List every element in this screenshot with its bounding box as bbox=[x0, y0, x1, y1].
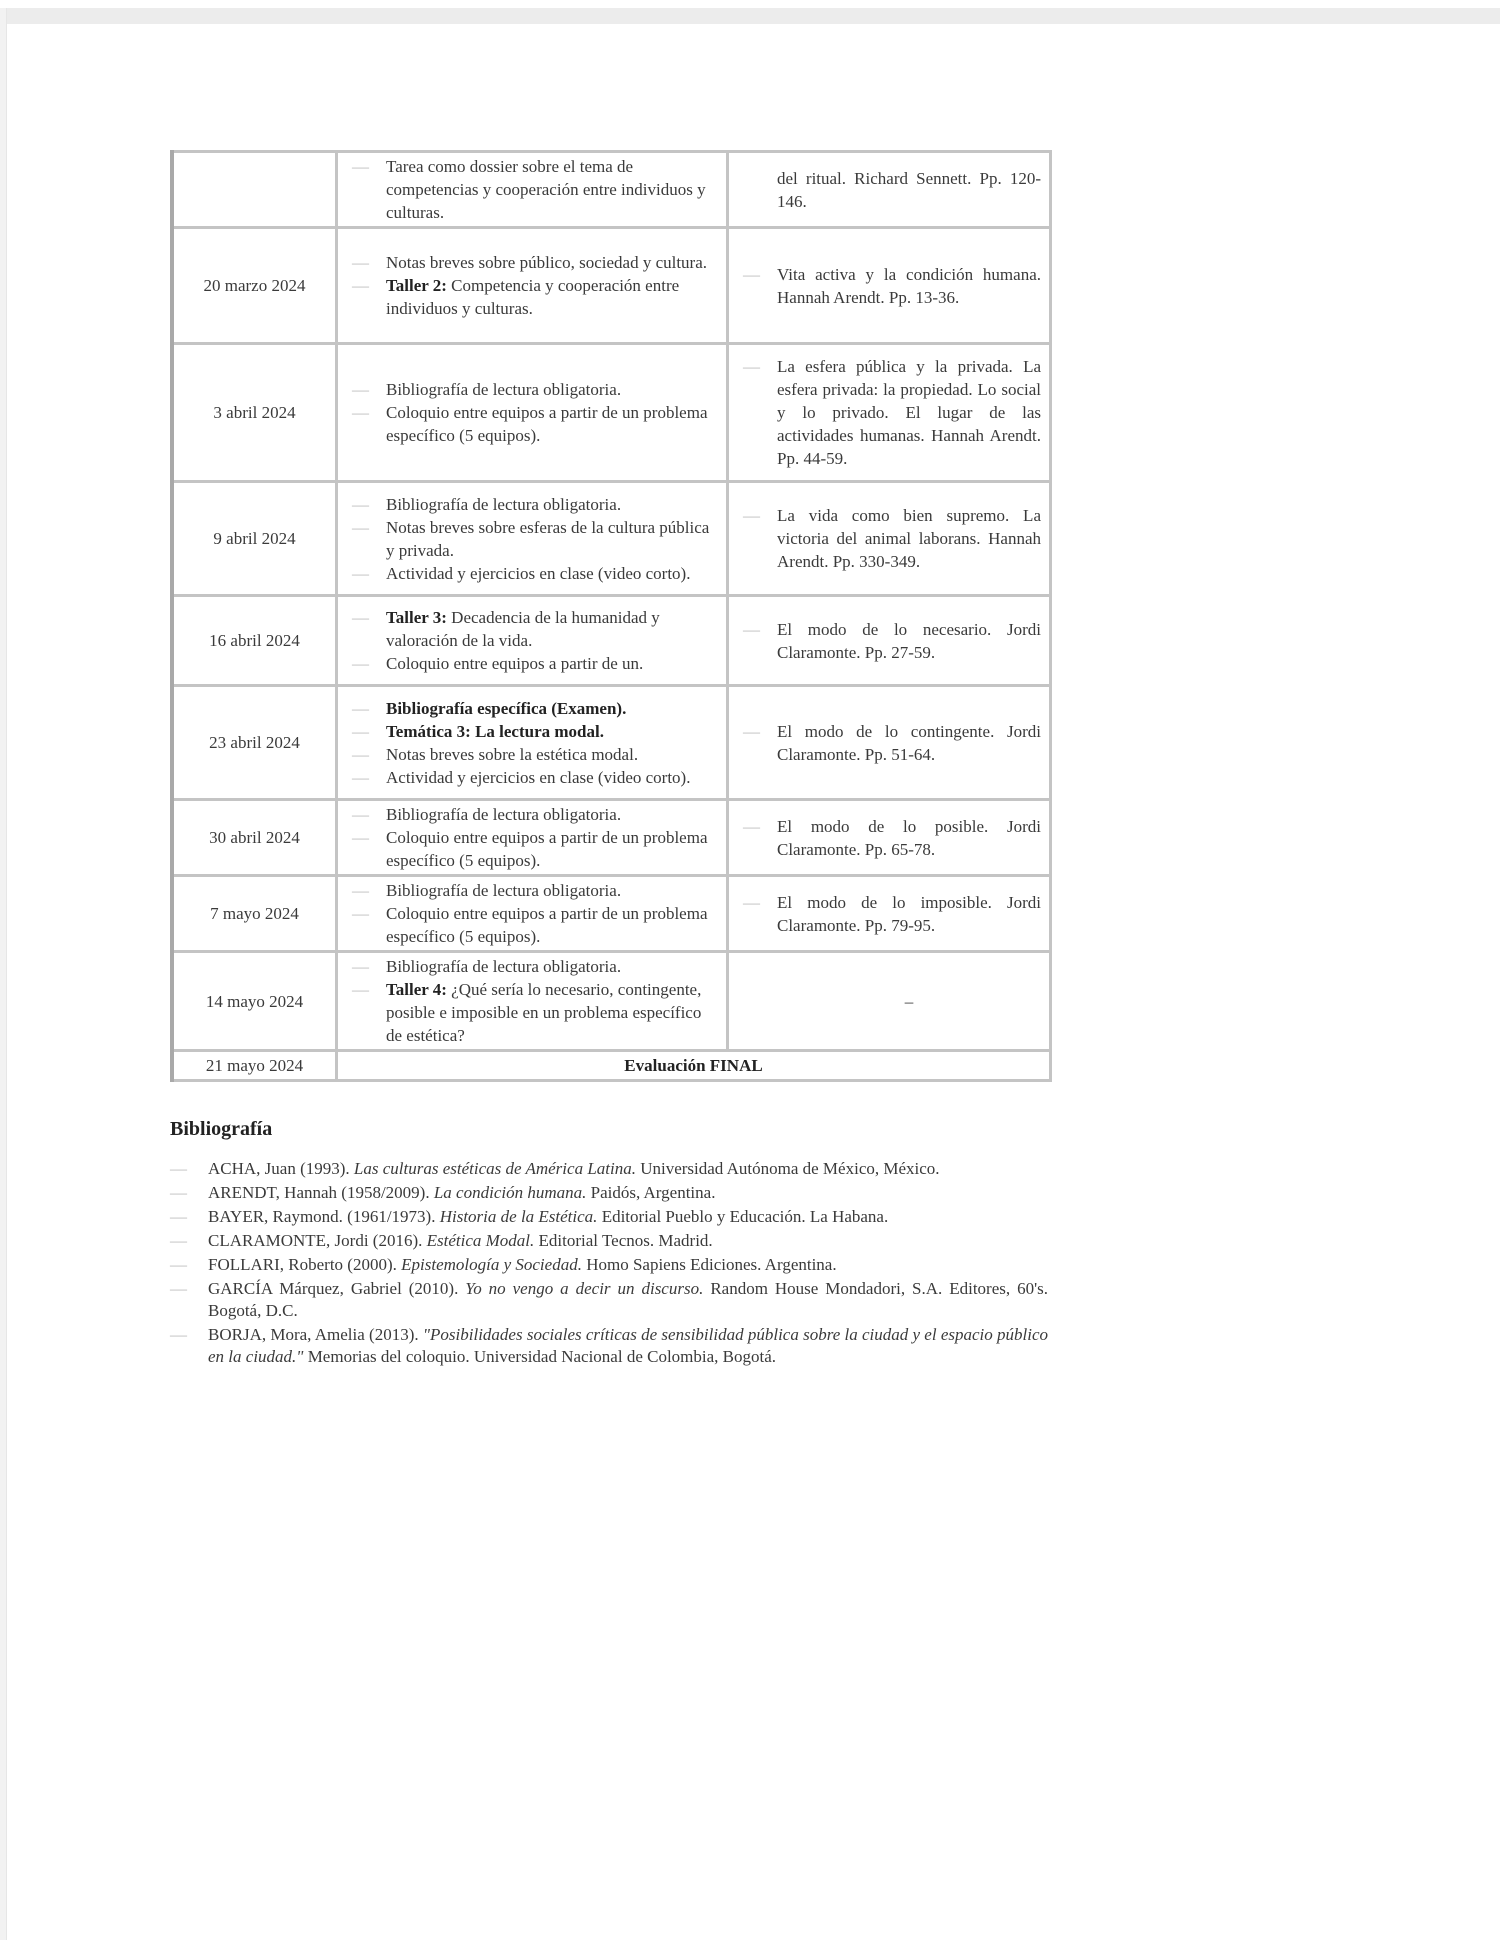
activity-text: Decadencia de la humanidad y valoración de la vida. bbox=[386, 608, 660, 650]
activity-item bbox=[346, 766, 718, 789]
session-activities bbox=[337, 228, 728, 344]
entry-title: Las culturas estéticas de América Latina. bbox=[353, 1159, 636, 1178]
entry-title: "Posibilidades sociales críticas de sensibilidad pública sobre la ciudad y el espacio público en la ciudad." bbox=[208, 1325, 1049, 1366]
session-readings bbox=[728, 952, 1051, 1051]
entry-author: GARCÍA Márquez, Gabriel (2010). bbox=[208, 1279, 459, 1298]
activity-text: Bibliografía de lectura obligatoria. bbox=[386, 805, 622, 824]
session-readings bbox=[728, 482, 1051, 596]
session-activities bbox=[337, 686, 728, 800]
entry-author: BAYER, Raymond. (1961/1973). bbox=[208, 1207, 436, 1226]
entry-author: CLARAMONTE, Jordi (2016). bbox=[208, 1231, 423, 1250]
session-date: 23 abril 2024 bbox=[172, 686, 337, 800]
entry-title: Epistemología y Sociedad. bbox=[401, 1255, 582, 1274]
entry-publisher: Paidós, Argentina. bbox=[590, 1183, 716, 1202]
viewer-left-edge bbox=[0, 8, 7, 1940]
activity-item bbox=[346, 274, 718, 320]
session-date: 7 mayo 2024 bbox=[172, 876, 337, 952]
activity-label: Temática 3: La lectura modal. bbox=[386, 721, 604, 741]
viewer-top-bar bbox=[0, 8, 1500, 24]
activity-text: Notas breves sobre la estética modal. bbox=[386, 744, 639, 764]
schedule-row bbox=[172, 596, 1051, 686]
schedule-row bbox=[172, 152, 1051, 228]
session-activities bbox=[337, 876, 728, 952]
activity-text: Bibliografía de lectura obligatoria. bbox=[386, 494, 622, 514]
session-date: 20 marzo 2024 bbox=[172, 228, 337, 344]
session-date: 14 mayo 2024 bbox=[172, 952, 337, 1051]
activity-label: Taller 3: bbox=[386, 608, 447, 627]
activity-item bbox=[346, 378, 718, 401]
bibliography-heading: Bibliografía bbox=[170, 1118, 273, 1140]
activity-text: Notas breves sobre público, sociedad y cultura. bbox=[386, 253, 708, 272]
session-readings bbox=[728, 152, 1051, 228]
session-readings bbox=[728, 344, 1051, 482]
session-date: 3 abril 2024 bbox=[172, 344, 337, 482]
session-readings bbox=[728, 800, 1051, 876]
session-activities bbox=[337, 152, 728, 228]
activity-label: Taller 4: bbox=[386, 980, 447, 999]
activity-item bbox=[346, 978, 718, 1047]
session-readings bbox=[728, 228, 1051, 344]
session-date bbox=[172, 152, 337, 228]
entry-publisher: Random House Mondadori, S.A. Editores, 60's. Bogotá, D.C. bbox=[208, 1279, 1049, 1320]
activity-text: Coloquio entre equipos a partir de un problema específico (5 equipos). bbox=[386, 828, 708, 870]
activity-item bbox=[346, 803, 718, 826]
schedule-row bbox=[172, 876, 1051, 952]
session-activities bbox=[337, 952, 728, 1051]
reading-item: — La esfera pública y la privada. La esfera privada: la propiedad. Lo social y lo privado. El lugar de las actividades humanas. Hannah Arendt. Pp. 44-59. bbox=[737, 355, 1041, 470]
activity-text: Competencia y cooperación entre individuos y culturas. bbox=[386, 276, 680, 318]
reading-item: — El modo de lo contingente. Jordi Claramonte. Pp. 51-64. bbox=[737, 720, 1041, 766]
reading-item: — El modo de lo imposible. Jordi Claramonte. Pp. 79-95. bbox=[737, 891, 1041, 937]
session-activities bbox=[337, 482, 728, 596]
session-date: 21 mayo 2024 bbox=[172, 1051, 337, 1081]
activity-item bbox=[346, 652, 718, 675]
activity-text: Bibliografía de lectura obligatoria. bbox=[386, 957, 622, 976]
activity-item bbox=[346, 401, 718, 447]
activity-item bbox=[346, 720, 718, 743]
activity-text: Coloquio entre equipos a partir de un problema específico (5 equipos). bbox=[386, 904, 708, 946]
activity-item bbox=[346, 606, 718, 652]
bibliography-entry bbox=[170, 1182, 1048, 1204]
session-readings bbox=[728, 596, 1051, 686]
reading-item: — El modo de lo necesario. Jordi Claramonte. Pp. 27-59. bbox=[737, 618, 1041, 664]
bibliography-entry bbox=[170, 1278, 1048, 1322]
entry-publisher: Editorial Tecnos. Madrid. bbox=[538, 1231, 713, 1250]
activity-text: Bibliografía de lectura obligatoria. bbox=[386, 380, 622, 399]
activity-item bbox=[346, 516, 718, 562]
entry-author: ACHA, Juan (1993). bbox=[208, 1159, 350, 1178]
activity-item bbox=[346, 493, 718, 516]
final-evaluation: Evaluación FINAL bbox=[337, 1051, 1051, 1081]
entry-publisher: Editorial Pueblo y Educación. La Habana. bbox=[601, 1207, 889, 1226]
activity-text: Bibliografía de lectura obligatoria. bbox=[386, 881, 622, 900]
reading-item: — La vida como bien supremo. La victoria del animal laborans. Hannah Arendt. Pp. 330-349. bbox=[737, 504, 1041, 573]
activity-item bbox=[346, 743, 718, 766]
bibliography-entry bbox=[170, 1324, 1048, 1368]
entry-title: Estética Modal. bbox=[426, 1231, 535, 1250]
session-date: 9 abril 2024 bbox=[172, 482, 337, 596]
schedule-row bbox=[172, 344, 1051, 482]
bibliography-entry bbox=[170, 1158, 1048, 1180]
session-activities bbox=[337, 596, 728, 686]
reading-item: — Vita activa y la condición humana. Hannah Arendt. Pp. 13-36. bbox=[737, 263, 1041, 309]
activity-item bbox=[346, 902, 718, 948]
activity-text: Coloquio entre equipos a partir de un. bbox=[386, 654, 644, 673]
entry-publisher: Universidad Autónoma de México, México. bbox=[640, 1159, 940, 1178]
session-readings bbox=[728, 876, 1051, 952]
entry-author: BORJA, Mora, Amelia (2013). bbox=[208, 1325, 419, 1344]
activity-text: Actividad y ejercicios en clase (video corto). bbox=[386, 767, 691, 787]
schedule-row bbox=[172, 800, 1051, 876]
entry-author: ARENDT, Hannah (1958/2009). bbox=[208, 1183, 430, 1202]
bibliography-entry bbox=[170, 1230, 1048, 1252]
entry-title: Yo no vengo a decir un discurso. bbox=[465, 1279, 704, 1298]
schedule-table bbox=[170, 150, 1052, 1082]
activity-text: Actividad y ejercicios en clase (video corto). bbox=[386, 563, 691, 583]
bibliography-entry bbox=[170, 1206, 1048, 1228]
activity-text: ¿Qué sería lo necesario, contingente, posible e imposible en un problema específico de estética? bbox=[386, 980, 702, 1045]
activity-item bbox=[346, 251, 718, 274]
bibliography-list bbox=[170, 1158, 1048, 1370]
activity-text: Tarea como dossier sobre el tema de competencias y cooperación entre individuos y culturas. bbox=[386, 157, 706, 222]
activity-label: Bibliografía específica (Examen). bbox=[386, 698, 627, 718]
activity-item bbox=[346, 697, 718, 720]
schedule-row bbox=[172, 686, 1051, 800]
entry-author: FOLLARI, Roberto (2000). bbox=[208, 1255, 397, 1274]
activity-text: Notas breves sobre esferas de la cultura pública y privada. bbox=[386, 517, 710, 560]
activity-item bbox=[346, 879, 718, 902]
activity-item bbox=[346, 955, 718, 978]
session-date: 30 abril 2024 bbox=[172, 800, 337, 876]
activity-item bbox=[346, 826, 718, 872]
entry-publisher: Homo Sapiens Ediciones. Argentina. bbox=[586, 1255, 837, 1274]
reading-item: – bbox=[904, 991, 914, 1011]
activity-item bbox=[346, 155, 718, 224]
session-activities bbox=[337, 344, 728, 482]
activity-label: Taller 2: bbox=[386, 276, 447, 295]
entry-title: Historia de la Estética. bbox=[439, 1207, 598, 1226]
schedule-row bbox=[172, 228, 1051, 344]
entry-publisher: Memorias del coloquio. Universidad Nacional de Colombia, Bogotá. bbox=[307, 1347, 777, 1366]
schedule-row bbox=[172, 482, 1051, 596]
session-activities bbox=[337, 800, 728, 876]
reading-item: — El modo de lo posible. Jordi Claramonte. Pp. 65-78. bbox=[737, 815, 1041, 861]
entry-title: La condición humana. bbox=[433, 1183, 587, 1202]
activity-text: Coloquio entre equipos a partir de un problema específico (5 equipos). bbox=[386, 403, 708, 445]
schedule-row bbox=[172, 1051, 1051, 1081]
reading-item: del ritual. Richard Sennett. Pp. 120-146. bbox=[777, 168, 1041, 211]
schedule-row bbox=[172, 952, 1051, 1051]
bibliography-entry bbox=[170, 1254, 1048, 1276]
activity-item bbox=[346, 562, 718, 585]
session-readings bbox=[728, 686, 1051, 800]
session-date: 16 abril 2024 bbox=[172, 596, 337, 686]
